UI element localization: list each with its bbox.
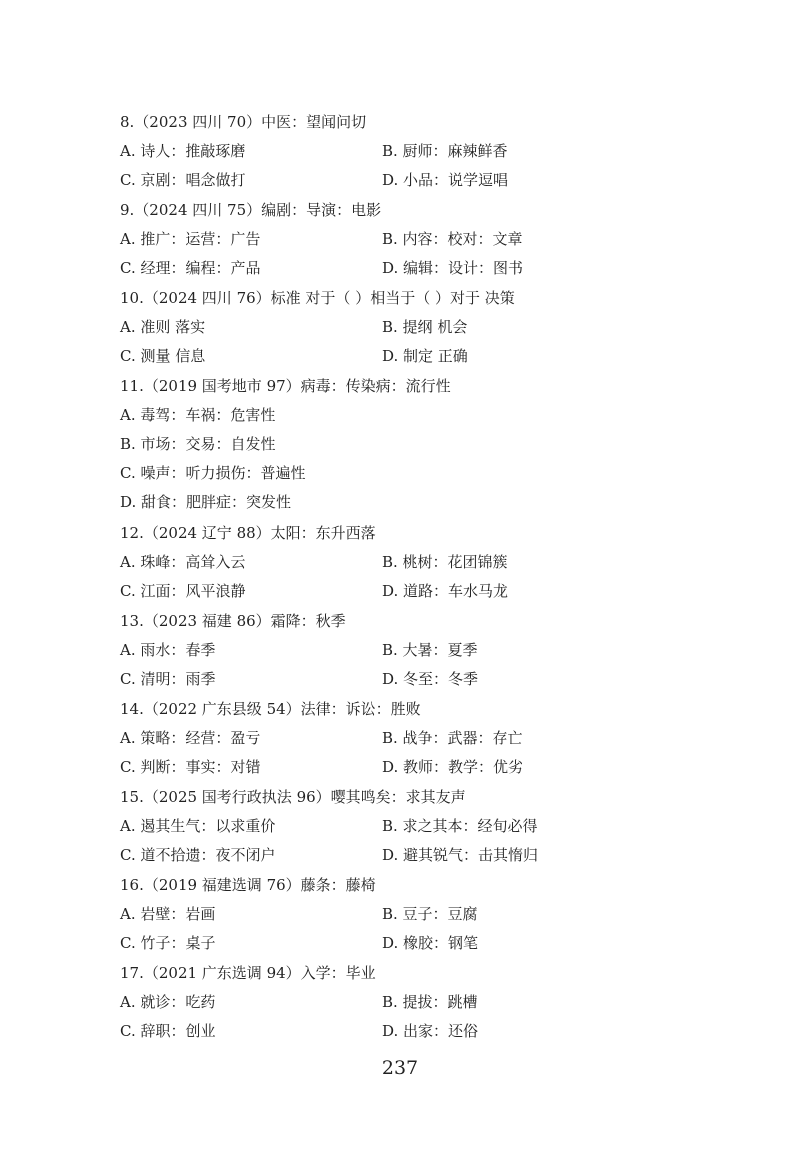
option-b: B. 内容：校对：文章 [382,230,523,248]
question-title: 14.（2022 广东县级 54）法律：诉讼：胜败 [120,700,421,718]
option-a: A. 雨水：春季 [120,641,216,659]
question-title: 15.（2025 国考行政执法 96）嘤其鸣矣：求其友声 [120,788,466,806]
question-title: 16.（2019 福建选调 76）藤条：藤椅 [120,876,376,894]
option-b: B. 桃树：花团锦簇 [382,553,508,571]
option-a: A. 岩壁：岩画 [120,905,216,923]
option-b: B. 豆子：豆腐 [382,905,478,923]
option-row [120,724,680,753]
option-b: B. 提纲 机会 [382,318,468,336]
option-c: C. 清明：雨季 [120,670,216,688]
question-title: 10.（2024 四川 76）标准 对于（ ）相当于（ ）对于 决策 [120,289,515,307]
option-c: C. 噪声：听力损伤：普遍性 [120,464,306,482]
option-c: C. 判断：事实：对错 [120,758,261,776]
option-row [120,841,680,870]
question-16 [120,871,680,958]
option-a: A. 诗人：推敲琢磨 [120,142,246,160]
option-d: D. 出家：还俗 [382,1022,479,1040]
option-row [120,1017,680,1046]
option-b: B. 大暑：夏季 [382,641,478,659]
option-row [120,812,680,841]
option-row [120,313,680,342]
option-a: A. 毒驾：车祸：危害性 [120,406,276,424]
question-14 [120,695,680,782]
option-row [120,401,680,430]
option-row [120,430,680,459]
option-a: A. 准则 落实 [120,318,206,336]
option-d: D. 甜食：肥胖症：突发性 [120,493,292,511]
option-c: C. 测量 信息 [120,347,206,365]
option-c: C. 辞职：创业 [120,1022,216,1040]
question-title: 17.（2021 广东选调 94）入学：毕业 [120,964,376,982]
option-b: B. 提拔：跳槽 [382,993,478,1011]
option-c: C. 京剧：唱念做打 [120,171,246,189]
option-b: B. 市场：交易：自发性 [120,435,276,453]
option-c: C. 江面：风平浪静 [120,582,246,600]
question-11 [120,372,680,517]
option-row [120,636,680,665]
option-row [120,137,680,166]
question-title: 8.（2023 四川 70）中医：望闻问切 [120,113,367,131]
option-d: D. 小品：说学逗唱 [382,171,509,189]
option-row [120,548,680,577]
option-a: A. 遏其生气：以求重价 [120,817,276,835]
option-b: B. 战争：武器：存亡 [382,729,523,747]
option-row [120,900,680,929]
option-row [120,225,680,254]
question-title: 13.（2023 福建 86）霜降：秋季 [120,612,346,630]
question-13 [120,607,680,694]
option-row [120,488,680,517]
option-row [120,342,680,371]
option-row [120,988,680,1017]
option-row [120,166,680,195]
option-d: D. 橡胶：钢笔 [382,934,479,952]
option-c: C. 道不拾遗：夜不闭户 [120,846,276,864]
option-c: C. 经理：编程：产品 [120,259,261,277]
option-row [120,577,680,606]
option-d: D. 制定 正确 [382,347,468,365]
option-row [120,665,680,694]
option-row [120,753,680,782]
page-number: 237 [381,1057,419,1079]
question-10 [120,284,680,371]
option-a: A. 推广：运营：广告 [120,230,261,248]
option-row [120,254,680,283]
option-d: D. 道路：车水马龙 [382,582,509,600]
question-9 [120,196,680,283]
option-a: A. 珠峰：高耸入云 [120,553,246,571]
option-d: D. 避其锐气：击其惰归 [382,846,539,864]
option-a: A. 就诊：吃药 [120,993,216,1011]
option-c: C. 竹子：桌子 [120,934,216,952]
option-row [120,929,680,958]
option-b: B. 求之其本：经旬必得 [382,817,538,835]
question-title: 12.（2024 辽宁 88）太阳：东升西落 [120,524,376,542]
question-title: 9.（2024 四川 75）编剧：导演：电影 [120,201,382,219]
question-15 [120,783,680,870]
option-d: D. 教师：教学：优劣 [382,758,524,776]
option-a: A. 策略：经营：盈亏 [120,729,261,747]
option-b: B. 厨师：麻辣鲜香 [382,142,508,160]
question-17 [120,959,680,1046]
question-8 [120,108,680,195]
option-d: D. 编辑：设计：图书 [382,259,524,277]
option-d: D. 冬至：冬季 [382,670,479,688]
question-12 [120,519,680,606]
option-row [120,459,680,488]
question-title: 11.（2019 国考地市 97）病毒：传染病：流行性 [120,377,451,395]
